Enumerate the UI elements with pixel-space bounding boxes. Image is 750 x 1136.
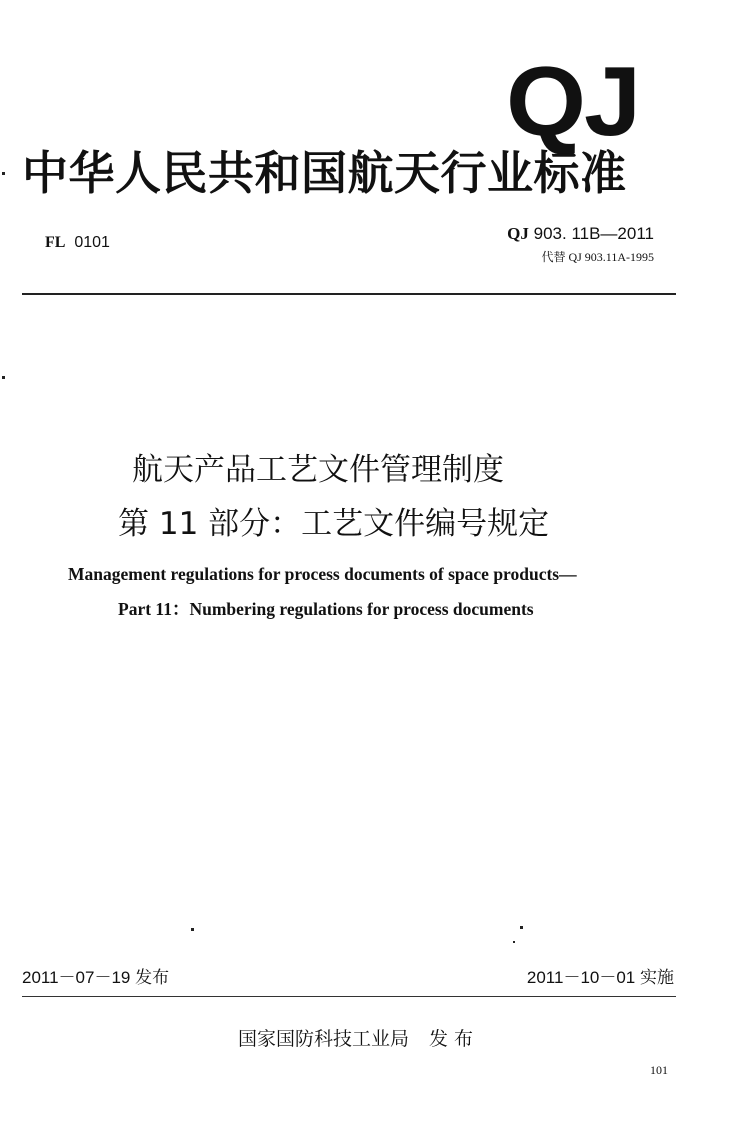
classification-prefix: FL	[45, 234, 66, 251]
classification-code	[45, 234, 110, 252]
scan-mark	[2, 172, 5, 175]
scan-mark	[191, 928, 194, 931]
footer-divider	[22, 996, 676, 997]
standard-category-title: 中华人民共和国航天行业标准	[22, 146, 627, 200]
header-divider	[22, 293, 676, 295]
replaces-note: 代替 QJ 903.11A-1995	[541, 250, 654, 264]
qj-logo: QJ	[506, 46, 640, 156]
english-title-line-1: Management regulations for process documents of space products—	[68, 564, 577, 584]
scan-mark	[513, 941, 515, 943]
issuer-name: 国家国防科技工业局	[238, 1028, 410, 1050]
classification-number: 0101	[74, 234, 110, 251]
english-title-line-2: Part 11：Numbering regulations for process documents	[118, 599, 534, 619]
scan-mark	[2, 376, 5, 379]
issuing-authority	[238, 1024, 473, 1051]
scan-mark	[520, 926, 523, 929]
chinese-title-line-1: 航天产品工艺文件管理制度	[132, 452, 504, 488]
standard-number	[507, 224, 654, 244]
effective-date: 2011－10－01 实施	[526, 968, 674, 987]
standard-prefix: QJ	[507, 224, 529, 243]
issue-label: 发 布	[429, 1028, 474, 1050]
publish-date: 2011－07－19 发布	[22, 968, 170, 987]
page-number: 101	[650, 1063, 668, 1077]
chinese-title-line-2: 第 11 部分：工艺文件编号规定	[118, 506, 550, 542]
standard-number-value: 903. 11B—2011	[533, 224, 654, 243]
